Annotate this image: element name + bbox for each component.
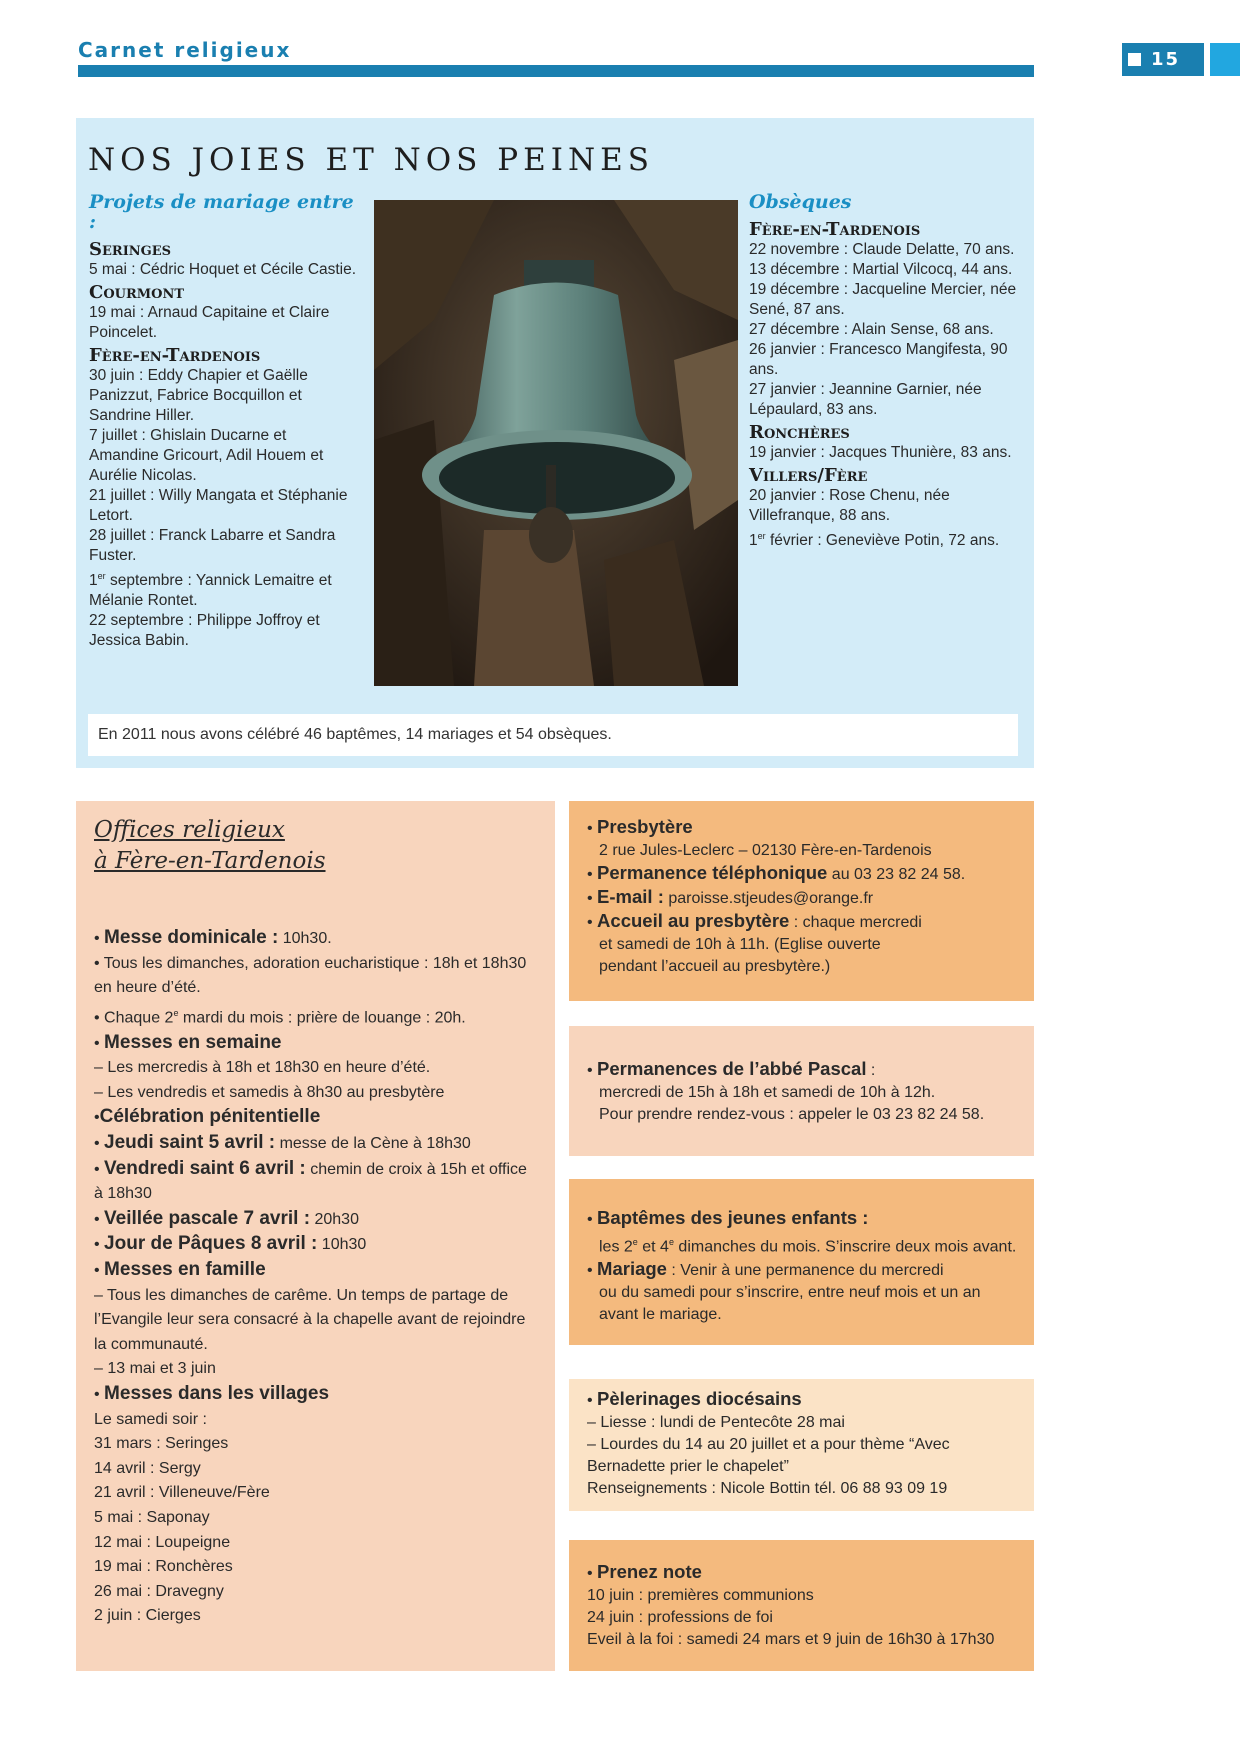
offices-title: Offices religieux à Fère-en-Tardenois [94, 817, 326, 874]
list-item: 22 novembre : Claude Delatte, 70 ans. [749, 241, 1015, 258]
list-item: 19 janvier : Jacques Thunière, 83 ans. [749, 444, 1012, 461]
list-item: 26 janvier : Francesco Mangifesta, 90 ans. [749, 341, 1008, 378]
mariages-column [89, 192, 359, 651]
obseques-group-fere [749, 220, 1019, 420]
pascal-box [569, 1026, 1034, 1156]
list-item: 19 mai : Arnaud Capitaine et Claire Poincelet. [89, 304, 330, 341]
list-item: – Les mercredis à 18h et 18h30 en heure d’été. [94, 1059, 431, 1077]
list-item: • E-mail : paroisse.stjeudes@orange.fr [587, 886, 874, 907]
list-item: • Baptêmes des jeunes enfants : [587, 1207, 869, 1228]
list-item: • Messes en famille [94, 1259, 266, 1281]
list-item: – Les vendredis et samedis à 8h30 au presbytère [94, 1083, 445, 1101]
page-number-badge [1122, 43, 1204, 76]
list-item: avant le mariage. [599, 1306, 722, 1324]
mariage-group-seringes [89, 240, 359, 280]
offices-body [94, 926, 534, 1629]
list-item: • Jeudi saint 5 avril : messe de la Cène à 18h30 [94, 1132, 471, 1154]
note-box [569, 1540, 1034, 1671]
list-item: 1er septembre : Yannick Lemaitre et Mélanie Rontet. [89, 571, 332, 610]
list-item: 10 juin : premières communions [587, 1587, 814, 1604]
obseques-heading: Obsèques [749, 191, 852, 213]
square-icon [1128, 53, 1141, 66]
bell-photo [374, 200, 738, 686]
list-item: •Célébration pénitentielle [94, 1106, 321, 1128]
email-link[interactable]: paroisse.stjeudes@orange.fr [663, 890, 874, 907]
list-item: 31 mars : Seringes [94, 1435, 229, 1453]
place-name: Ronchères [749, 422, 850, 443]
list-item: 30 juin : Eddy Chapier et Gaëlle Panizzut, Fabrice Bocquillon et Sandrine Hiller. [89, 367, 308, 424]
list-item: 5 mai : Saponay [94, 1508, 210, 1526]
list-item: • Accueil au presbytère : chaque mercredi [587, 910, 922, 931]
bell-illustration [374, 200, 738, 686]
list-item: • Prenez note [587, 1561, 702, 1582]
list-item: – 13 mai et 3 juin [94, 1360, 216, 1378]
place-name: Fère-en-Tardenois [89, 345, 261, 366]
list-item: • Jour de Pâques 8 avril : 10h30 [94, 1233, 367, 1255]
section-title: Carnet religieux [78, 38, 292, 62]
list-item: • Presbytère [587, 816, 693, 837]
place-name: Villers/Fère [749, 465, 868, 486]
baptemes-box [569, 1179, 1034, 1345]
list-item: 21 juillet : Willy Mangata et Stéphanie Letort. [89, 487, 348, 524]
joies-peines-box [76, 118, 1034, 768]
list-item: • Messes dans les villages [94, 1383, 330, 1405]
list-item: – Lourdes du 14 au 20 juillet et a pour thème “Avec Bernadette prier le chapelet” [587, 1436, 950, 1475]
list-item: • Chaque 2e mardi du mois : prière de louange : 20h. [94, 1007, 466, 1027]
address: 2 rue Jules-Leclerc – 02130 Fère-en-Tardenois [599, 842, 932, 859]
obseques-group-villers [749, 466, 1019, 551]
list-item: 24 juin : professions de foi [587, 1609, 773, 1626]
list-item: Renseignements : Nicole Bottin tél. 06 88 93 09 19 [587, 1480, 948, 1497]
page-number: 15 [1151, 49, 1181, 70]
list-item: mercredi de 15h à 18h et samedi de 10h à 12h. [599, 1084, 936, 1101]
list-item: 2 juin : Cierges [94, 1607, 201, 1625]
list-item: 22 septembre : Philippe Joffroy et Jessica Babin. [89, 612, 320, 650]
list-item: 19 décembre : Jacqueline Mercier, née Sené, 87 ans. [749, 281, 1017, 318]
presbytere-box [569, 801, 1034, 1001]
list-item: • Messes en semaine [94, 1031, 282, 1053]
list-item: et samedi de 10h à 11h. (Eglise ouverte [599, 936, 881, 953]
list-item: • Vendredi saint 6 avril : chemin de croix à 15h et office à 18h30 [94, 1157, 527, 1203]
obseques-column [749, 192, 1019, 551]
list-item: 7 juillet : Ghislain Ducarne et Amandine Gricourt, Adil Houem et Aurélie Nicolas. [89, 427, 324, 484]
list-item: • Permanences de l’abbé Pascal : [587, 1058, 876, 1079]
list-item: ou du samedi pour s’inscrire, entre neuf mois et un an [599, 1284, 981, 1302]
list-item: 21 avril : Villeneuve/Fère [94, 1484, 270, 1502]
obseques-group-roncheres [749, 423, 1019, 463]
list-item: • Veillée pascale 7 avril : 20h30 [94, 1207, 359, 1229]
list-item: 27 décembre : Alain Sense, 68 ans. [749, 321, 994, 338]
list-item: 26 mai : Dravegny [94, 1582, 224, 1600]
offices-box [76, 801, 555, 1671]
list-item: • Tous les dimanches, adoration eucharistique : 18h et 18h30 en heure d’été. [94, 954, 527, 997]
list-item: 19 mai : Ronchères [94, 1558, 233, 1576]
list-item: 27 janvier : Jeannine Garnier, née Lépaulard, 83 ans. [749, 381, 982, 418]
mariages-heading: Projets de mariage entre : [89, 191, 354, 233]
list-item: Le samedi soir : [94, 1410, 207, 1428]
list-item: 14 avril : Sergy [94, 1459, 201, 1477]
list-item: 13 décembre : Martial Vilcocq, 44 ans. [749, 261, 1013, 278]
stats-banner: En 2011 nous avons célébré 46 baptêmes, 14 mariages et 54 obsèques. [88, 714, 1018, 756]
place-name: Courmont [89, 282, 185, 303]
mariage-group-fere [89, 346, 359, 651]
list-item: • Mariage : Venir à une permanence du mercredi [587, 1258, 944, 1280]
pelerinages-box [569, 1379, 1034, 1511]
list-item: 5 mai : Cédric Hoquet et Cécile Castie. [89, 261, 357, 278]
list-item: les 2e et 4e dimanches du mois. S’inscrire deux mois avant. [599, 1237, 1017, 1256]
list-item: Eveil à la foi : samedi 24 mars et 9 juin de 16h30 à 17h30 [587, 1631, 995, 1648]
list-item: • Permanence téléphonique au 03 23 82 24 58. [587, 862, 966, 883]
list-item: – Liesse : lundi de Pentecôte 28 mai [587, 1414, 845, 1431]
place-name: Fère-en-Tardenois [749, 219, 921, 240]
list-item: 1er février : Geneviève Potin, 72 ans. [749, 531, 1000, 550]
list-item: • Pèlerinages diocésains [587, 1388, 802, 1409]
page-tab [1210, 43, 1240, 76]
list-item: 28 juillet : Franck Labarre et Sandra Fuster. [89, 527, 336, 564]
list-item: – Tous les dimanches de carême. Un temps de partage de l’Evangile leur sera consacré à la chapelle avant de rejoindre la communauté. [94, 1286, 526, 1353]
list-item: • Messe dominicale : 10h30. [94, 927, 332, 948]
place-name: Seringes [89, 239, 172, 260]
list-item: 12 mai : Loupeigne [94, 1533, 231, 1551]
list-item: Pour prendre rendez-vous : appeler le 03 23 82 24 58. [599, 1106, 985, 1123]
list-item: 20 janvier : Rose Chenu, née Villefranque, 88 ans. [749, 487, 950, 524]
list-item: pendant l’accueil au presbytère.) [599, 958, 831, 975]
mariage-group-courmont [89, 283, 359, 343]
joies-title: NOS JOIES ET NOS PEINES [88, 142, 654, 178]
header-rule [78, 65, 1034, 77]
